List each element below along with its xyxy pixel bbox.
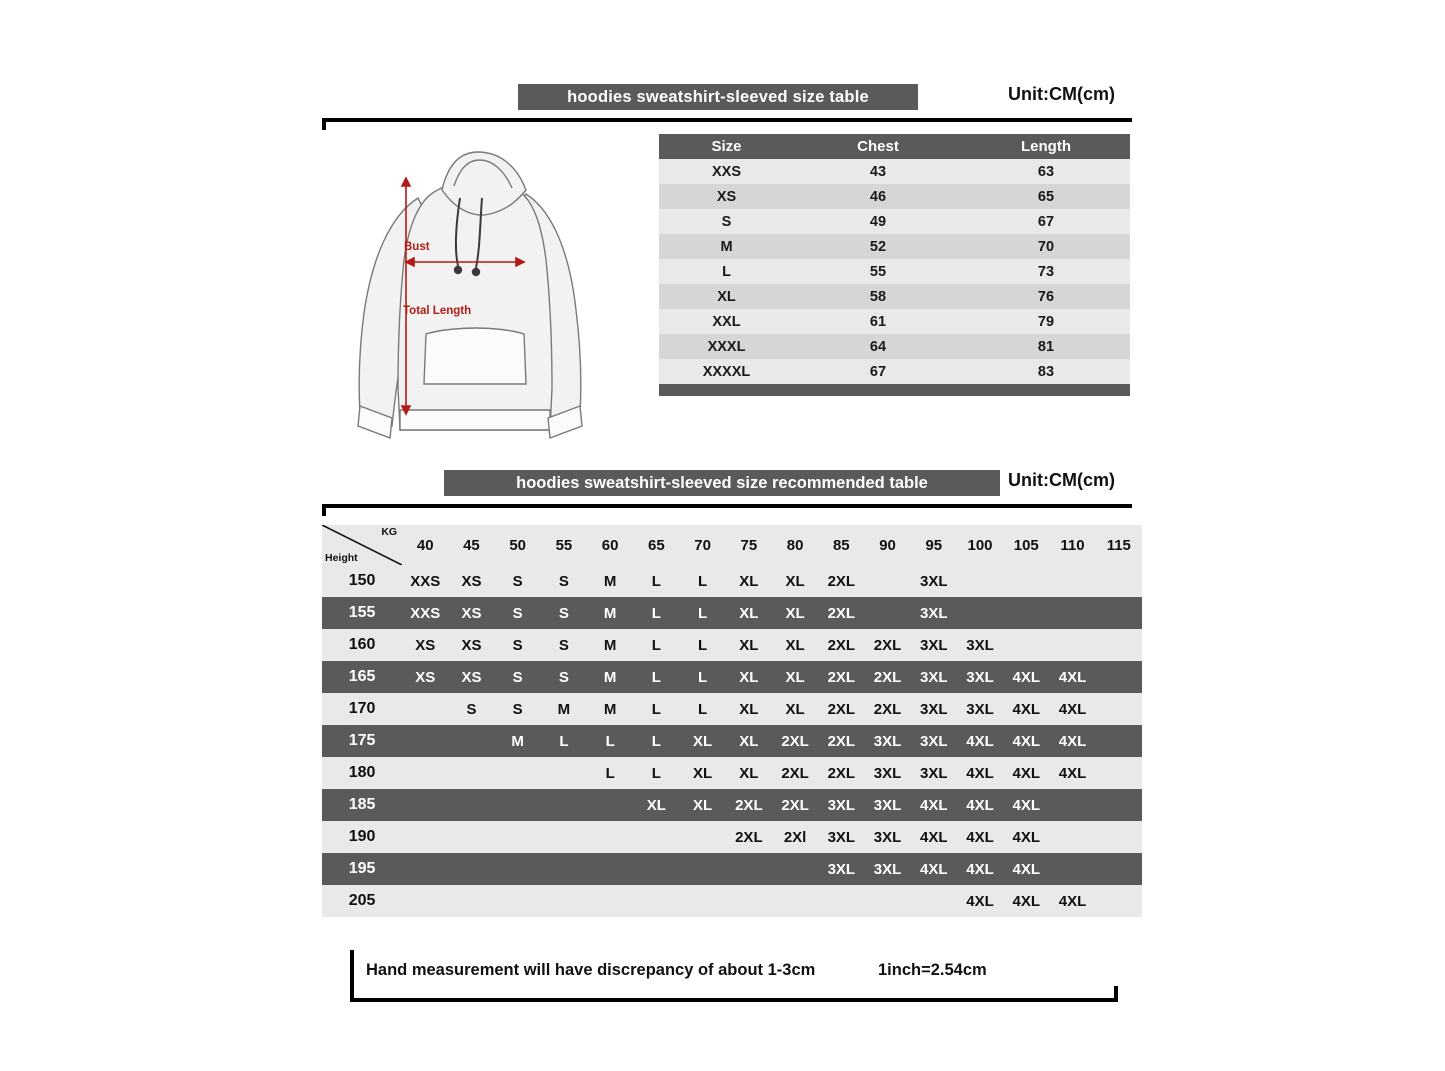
rec-cell xyxy=(1096,885,1142,917)
cell-size: XXXXL xyxy=(659,359,794,384)
rec-cell: XS xyxy=(448,629,494,661)
rec-cell xyxy=(541,821,587,853)
rec-cell xyxy=(448,885,494,917)
rec-cell: 4XL xyxy=(957,821,1003,853)
rec-cell: 4XL xyxy=(1003,725,1049,757)
rec-cell: L xyxy=(680,629,726,661)
section1-unit: Unit:CM(cm) xyxy=(1008,84,1115,104)
rec-cell: XL xyxy=(726,757,772,789)
cell-length: 70 xyxy=(962,234,1130,259)
header-length: Length xyxy=(962,134,1130,159)
rec-cell xyxy=(402,789,448,821)
cell-chest: 46 xyxy=(794,184,962,209)
recommendation-row xyxy=(322,693,1142,725)
rec-cell: 2XL xyxy=(726,821,772,853)
rec-cell: 3XL xyxy=(911,661,957,693)
rec-cell: 3XL xyxy=(911,693,957,725)
rec-cell: XL xyxy=(633,789,679,821)
rec-cell xyxy=(541,757,587,789)
rec-cell: 4XL xyxy=(1049,757,1095,789)
header-size: Size xyxy=(659,134,794,159)
rec-cell: XS xyxy=(402,629,448,661)
rec-cell: XS xyxy=(448,661,494,693)
recommendation-row xyxy=(322,821,1142,853)
rec-cell xyxy=(1096,565,1142,597)
rec-cell xyxy=(864,885,910,917)
recommended-size-table xyxy=(322,525,1142,917)
rec-cell: 4XL xyxy=(1003,821,1049,853)
rec-cell xyxy=(1049,565,1095,597)
rec-cell: L xyxy=(680,597,726,629)
weight-header-100: 100 xyxy=(957,525,1003,565)
rec-cell xyxy=(680,853,726,885)
weight-header-50: 50 xyxy=(495,525,541,565)
cell-length: 79 xyxy=(962,309,1130,334)
table-row xyxy=(659,359,1130,384)
rec-cell: 4XL xyxy=(957,725,1003,757)
rec-cell: XL xyxy=(772,597,818,629)
rec-cell: 4XL xyxy=(911,789,957,821)
rec-cell: S xyxy=(541,661,587,693)
rec-cell: 2XL xyxy=(818,565,864,597)
rec-cell: 3XL xyxy=(911,597,957,629)
bust-label: Bust xyxy=(404,241,430,253)
height-label-205: 205 xyxy=(322,885,402,917)
rec-cell xyxy=(1096,757,1142,789)
size-table-header-row xyxy=(659,134,1130,159)
rec-cell: XXS xyxy=(402,597,448,629)
rec-cell xyxy=(680,821,726,853)
cell-size: S xyxy=(659,209,794,234)
header-chest: Chest xyxy=(794,134,962,159)
rec-cell xyxy=(1096,853,1142,885)
weight-header-65: 65 xyxy=(633,525,679,565)
recommendation-row xyxy=(322,757,1142,789)
weight-header-110: 110 xyxy=(1049,525,1095,565)
rec-cell: XL xyxy=(726,661,772,693)
rec-cell xyxy=(1049,789,1095,821)
divider-mid xyxy=(322,504,1132,508)
weight-header-105: 105 xyxy=(1003,525,1049,565)
weight-header-row xyxy=(322,525,1142,565)
cell-size: XS xyxy=(659,184,794,209)
rec-cell: S xyxy=(541,597,587,629)
rec-cell: 4XL xyxy=(957,853,1003,885)
height-label-175: 175 xyxy=(322,725,402,757)
rec-cell xyxy=(402,821,448,853)
size-table xyxy=(659,134,1130,396)
recommendation-row xyxy=(322,885,1142,917)
rec-cell: 4XL xyxy=(1049,885,1095,917)
rec-cell: XL xyxy=(726,565,772,597)
rec-cell: 3XL xyxy=(957,629,1003,661)
rec-cell: M xyxy=(587,565,633,597)
rec-cell xyxy=(1096,821,1142,853)
rec-cell: 3XL xyxy=(911,757,957,789)
rec-cell: XL xyxy=(772,629,818,661)
cell-size: XL xyxy=(659,284,794,309)
height-label-180: 180 xyxy=(322,757,402,789)
rec-cell xyxy=(495,821,541,853)
cell-length: 83 xyxy=(962,359,1130,384)
rec-cell: L xyxy=(633,565,679,597)
cell-length: 63 xyxy=(962,159,1130,184)
rec-cell xyxy=(726,853,772,885)
hoodie-illustration xyxy=(330,138,630,448)
rec-cell: 3XL xyxy=(864,757,910,789)
cell-length: 73 xyxy=(962,259,1130,284)
rec-cell xyxy=(1003,565,1049,597)
rec-cell xyxy=(633,853,679,885)
rec-cell: 2Xl xyxy=(772,821,818,853)
recommendation-row xyxy=(322,725,1142,757)
rec-cell: M xyxy=(587,661,633,693)
rec-cell: 4XL xyxy=(911,853,957,885)
rec-cell xyxy=(495,789,541,821)
cell-size: XXL xyxy=(659,309,794,334)
rec-cell: L xyxy=(587,757,633,789)
rec-cell: XL xyxy=(680,757,726,789)
rec-cell: L xyxy=(633,693,679,725)
height-label-165: 165 xyxy=(322,661,402,693)
weight-header-80: 80 xyxy=(772,525,818,565)
rec-cell: 2XL xyxy=(818,693,864,725)
cell-length: 81 xyxy=(962,334,1130,359)
section1-title: hoodies sweatshirt-sleeved size table xyxy=(518,84,918,110)
rec-cell xyxy=(957,565,1003,597)
rec-cell: M xyxy=(495,725,541,757)
cell-size: XXS xyxy=(659,159,794,184)
recommendation-row xyxy=(322,853,1142,885)
rec-cell: XL xyxy=(680,725,726,757)
rec-cell xyxy=(448,725,494,757)
rec-cell: XL xyxy=(680,789,726,821)
rec-cell xyxy=(772,853,818,885)
rec-cell: L xyxy=(541,725,587,757)
rec-cell: 2XL xyxy=(772,789,818,821)
rec-cell xyxy=(587,821,633,853)
rec-cell: 2XL xyxy=(818,629,864,661)
cell-chest: 55 xyxy=(794,259,962,284)
rec-cell: L xyxy=(633,757,679,789)
rec-cell xyxy=(448,821,494,853)
height-label-160: 160 xyxy=(322,629,402,661)
rec-cell xyxy=(587,853,633,885)
rec-cell: 4XL xyxy=(1003,885,1049,917)
axis-corner-cell xyxy=(322,525,402,565)
rec-cell xyxy=(448,757,494,789)
cell-chest: 52 xyxy=(794,234,962,259)
axis-label-height: Height xyxy=(325,552,358,564)
divider-top xyxy=(322,118,1132,122)
section2-unit: Unit:CM(cm) xyxy=(1008,470,1115,490)
rec-cell: 4XL xyxy=(1003,789,1049,821)
rec-cell: 4XL xyxy=(1003,757,1049,789)
rec-cell: 3XL xyxy=(864,725,910,757)
weight-header-70: 70 xyxy=(680,525,726,565)
rec-cell: XL xyxy=(726,693,772,725)
weight-header-115: 115 xyxy=(1096,525,1142,565)
cell-chest: 43 xyxy=(794,159,962,184)
height-label-150: 150 xyxy=(322,565,402,597)
rec-cell xyxy=(911,885,957,917)
table-row xyxy=(659,334,1130,359)
rec-cell xyxy=(402,853,448,885)
rec-cell xyxy=(1096,789,1142,821)
rec-cell: S xyxy=(448,693,494,725)
rec-cell xyxy=(1049,629,1095,661)
rec-cell xyxy=(1003,629,1049,661)
cell-chest: 64 xyxy=(794,334,962,359)
rec-cell: 2XL xyxy=(864,693,910,725)
rec-cell xyxy=(495,757,541,789)
rec-cell: 2XL xyxy=(772,725,818,757)
rec-cell xyxy=(541,885,587,917)
rec-cell: XS xyxy=(448,597,494,629)
rec-cell: 4XL xyxy=(1003,693,1049,725)
rec-cell: 4XL xyxy=(1003,661,1049,693)
recommendation-row xyxy=(322,789,1142,821)
rec-cell: 3XL xyxy=(911,565,957,597)
cell-length: 76 xyxy=(962,284,1130,309)
rec-cell: 4XL xyxy=(957,757,1003,789)
rec-cell: M xyxy=(587,629,633,661)
rec-cell xyxy=(402,885,448,917)
rec-cell xyxy=(1049,821,1095,853)
rec-cell: XXS xyxy=(402,565,448,597)
rec-cell: L xyxy=(587,725,633,757)
rec-cell: 4XL xyxy=(1049,725,1095,757)
rec-cell: L xyxy=(633,661,679,693)
total-length-label: Total Length xyxy=(403,305,472,317)
height-label-195: 195 xyxy=(322,853,402,885)
rec-cell: XL xyxy=(726,597,772,629)
rec-cell xyxy=(1096,693,1142,725)
divider-bottom xyxy=(350,998,1118,1002)
rec-cell: L xyxy=(680,661,726,693)
cell-chest: 49 xyxy=(794,209,962,234)
rec-cell: L xyxy=(680,565,726,597)
rec-cell: 3XL xyxy=(911,629,957,661)
height-label-155: 155 xyxy=(322,597,402,629)
rec-cell xyxy=(680,885,726,917)
rec-cell: 3XL xyxy=(818,789,864,821)
rec-cell: S xyxy=(541,629,587,661)
rec-cell xyxy=(633,821,679,853)
table-row xyxy=(659,159,1130,184)
cell-size: M xyxy=(659,234,794,259)
rec-cell xyxy=(402,693,448,725)
rec-cell: 4XL xyxy=(911,821,957,853)
rec-cell: XS xyxy=(402,661,448,693)
rec-cell xyxy=(541,789,587,821)
rec-cell xyxy=(448,789,494,821)
rec-cell: 3XL xyxy=(864,789,910,821)
divider-top-tick xyxy=(322,118,326,130)
rec-cell xyxy=(633,885,679,917)
weight-header-85: 85 xyxy=(818,525,864,565)
cell-chest: 67 xyxy=(794,359,962,384)
measurement-note: Hand measurement will have discrepancy of about 1-3cm xyxy=(366,961,816,979)
rec-cell: 2XL xyxy=(864,629,910,661)
rec-cell: 3XL xyxy=(818,853,864,885)
rec-cell xyxy=(1003,597,1049,629)
rec-cell: XL xyxy=(772,661,818,693)
rec-cell: 4XL xyxy=(1049,693,1095,725)
rec-cell xyxy=(864,565,910,597)
rec-cell: M xyxy=(587,597,633,629)
table-row xyxy=(659,209,1130,234)
rec-cell xyxy=(448,853,494,885)
rec-cell: 3XL xyxy=(818,821,864,853)
rec-cell: M xyxy=(541,693,587,725)
cell-chest: 61 xyxy=(794,309,962,334)
table-row xyxy=(659,234,1130,259)
rec-cell xyxy=(1096,629,1142,661)
rec-cell: 4XL xyxy=(957,789,1003,821)
weight-header-95: 95 xyxy=(911,525,957,565)
weight-header-55: 55 xyxy=(541,525,587,565)
table-row xyxy=(659,259,1130,284)
rec-cell xyxy=(587,789,633,821)
rec-cell xyxy=(402,725,448,757)
rec-cell xyxy=(587,885,633,917)
axis-label-kg: KG xyxy=(381,526,398,538)
rec-cell xyxy=(495,885,541,917)
rec-cell: M xyxy=(587,693,633,725)
recommendation-row xyxy=(322,597,1142,629)
weight-header-45: 45 xyxy=(448,525,494,565)
rec-cell: XL xyxy=(772,693,818,725)
cell-chest: 58 xyxy=(794,284,962,309)
table-row xyxy=(659,184,1130,209)
rec-cell: 2XL xyxy=(818,661,864,693)
rec-cell: 4XL xyxy=(957,885,1003,917)
rec-cell: L xyxy=(633,629,679,661)
weight-header-75: 75 xyxy=(726,525,772,565)
rec-cell: 2XL xyxy=(818,757,864,789)
rec-cell: S xyxy=(541,565,587,597)
recommendation-row xyxy=(322,629,1142,661)
rec-cell: 3XL xyxy=(911,725,957,757)
rec-cell: XL xyxy=(726,629,772,661)
rec-cell xyxy=(1049,597,1095,629)
cell-length: 67 xyxy=(962,209,1130,234)
rec-cell: L xyxy=(680,693,726,725)
rec-cell xyxy=(541,853,587,885)
rec-cell: 2XL xyxy=(818,597,864,629)
rec-cell: 3XL xyxy=(864,853,910,885)
table-footer-band xyxy=(659,384,1130,396)
rec-cell xyxy=(495,853,541,885)
cell-size: XXXL xyxy=(659,334,794,359)
rec-cell xyxy=(726,885,772,917)
rec-cell: 3XL xyxy=(957,661,1003,693)
rec-cell xyxy=(864,597,910,629)
recommendation-row xyxy=(322,565,1142,597)
rec-cell xyxy=(1096,661,1142,693)
weight-header-40: 40 xyxy=(402,525,448,565)
divider-bottom-right-tick xyxy=(1114,986,1118,1002)
rec-cell: S xyxy=(495,661,541,693)
rec-cell: 4XL xyxy=(1003,853,1049,885)
height-label-190: 190 xyxy=(322,821,402,853)
rec-cell: 2XL xyxy=(818,725,864,757)
cell-size: L xyxy=(659,259,794,284)
rec-cell: 4XL xyxy=(1049,661,1095,693)
rec-cell: S xyxy=(495,693,541,725)
table-row xyxy=(659,284,1130,309)
rec-cell: 2XL xyxy=(772,757,818,789)
divider-bottom-left-tick xyxy=(350,950,354,1002)
rec-cell: S xyxy=(495,565,541,597)
rec-cell: 2XL xyxy=(726,789,772,821)
recommendation-row xyxy=(322,661,1142,693)
rec-cell xyxy=(1049,853,1095,885)
cell-length: 65 xyxy=(962,184,1130,209)
rec-cell xyxy=(957,597,1003,629)
rec-cell xyxy=(1096,597,1142,629)
rec-cell: L xyxy=(633,725,679,757)
rec-cell: 3XL xyxy=(957,693,1003,725)
rec-cell xyxy=(402,757,448,789)
rec-cell xyxy=(1096,725,1142,757)
rec-cell xyxy=(818,885,864,917)
rec-cell: S xyxy=(495,597,541,629)
rec-cell: 2XL xyxy=(864,661,910,693)
rec-cell: XS xyxy=(448,565,494,597)
rec-cell xyxy=(772,885,818,917)
height-label-185: 185 xyxy=(322,789,402,821)
rec-cell: 3XL xyxy=(864,821,910,853)
weight-header-90: 90 xyxy=(864,525,910,565)
rec-cell: S xyxy=(495,629,541,661)
rec-cell: XL xyxy=(726,725,772,757)
divider-mid-tick xyxy=(322,504,326,516)
weight-header-60: 60 xyxy=(587,525,633,565)
inch-conversion-note: 1inch=2.54cm xyxy=(878,961,987,979)
section2-title: hoodies sweatshirt-sleeved size recommended table xyxy=(444,470,1000,496)
table-row xyxy=(659,309,1130,334)
rec-cell: XL xyxy=(772,565,818,597)
rec-cell: L xyxy=(633,597,679,629)
height-label-170: 170 xyxy=(322,693,402,725)
